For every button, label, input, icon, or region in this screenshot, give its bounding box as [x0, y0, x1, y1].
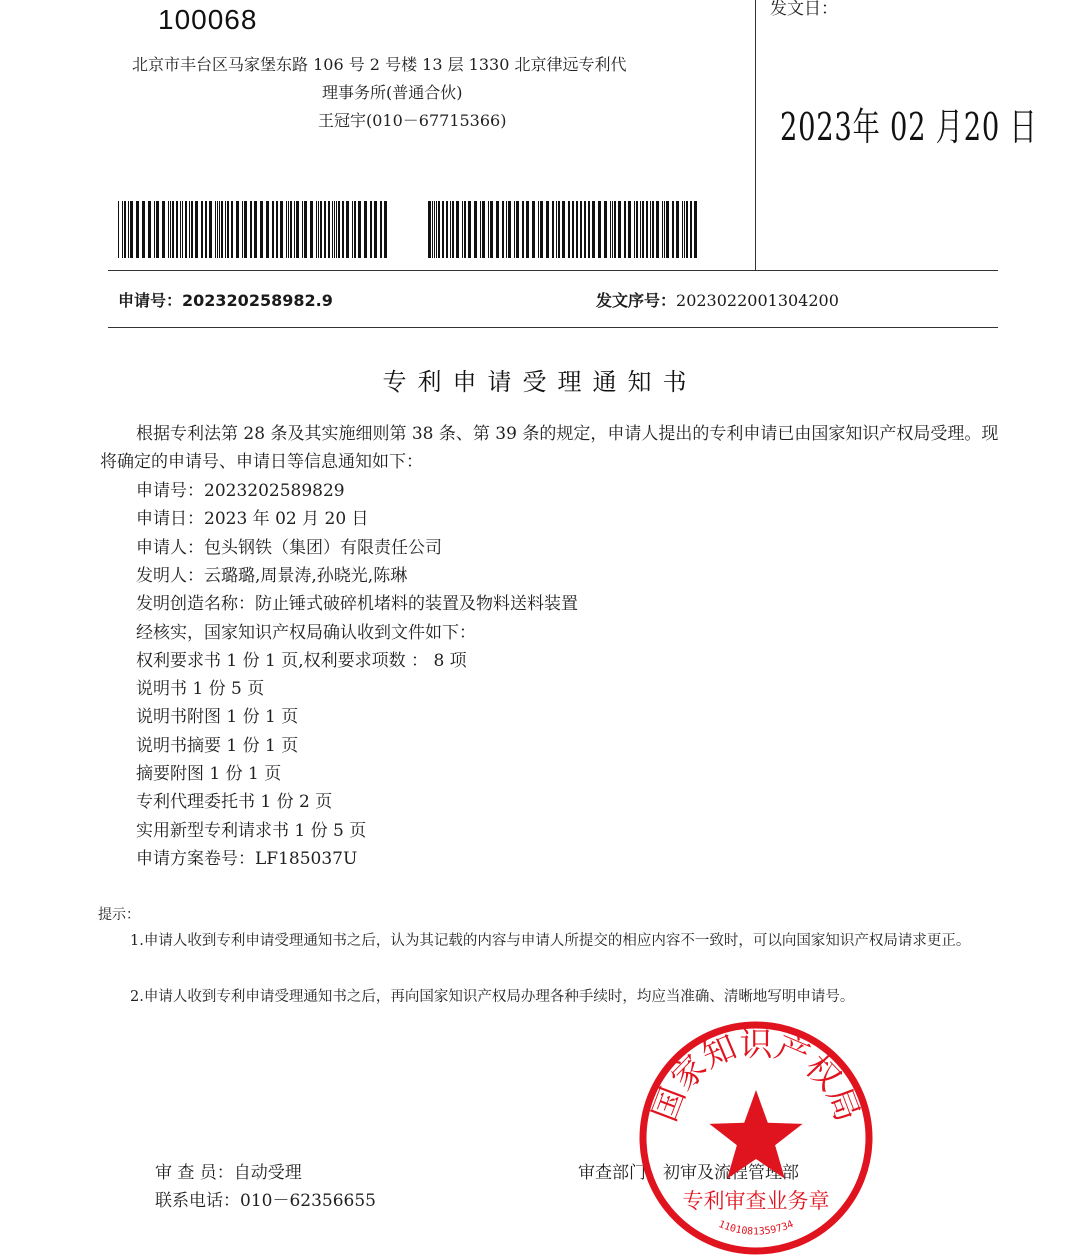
recipient-address-line-2: 理事务所(普通合伙) — [322, 83, 463, 102]
header-divider-vertical — [755, 0, 756, 270]
header-rule-bottom — [108, 327, 998, 328]
issue-date-handwritten: 2023年 02 月20 日 — [780, 105, 1038, 149]
seal-code-text: 1101081359734 — [716, 1218, 796, 1238]
notice-item: 说明书附图 1 份 1 页 — [136, 707, 299, 728]
application-number-value: 202320258982.9 — [182, 291, 333, 310]
notice-item: 权利要求书 1 份 1 页,权利要求项数 ： 8 项 — [136, 650, 467, 671]
notice-item: 申请方案卷号：LF185037U — [136, 848, 358, 869]
serial-number-label: 发文序号： — [596, 291, 677, 310]
department-line: 审查部门：初审及流程管理部 — [578, 1163, 799, 1183]
notice-item: 说明书 1 份 5 页 — [136, 679, 265, 700]
notice-item: 专利代理委托书 1 份 2 页 — [136, 792, 333, 813]
notice-item: 说明书摘要 1 份 1 页 — [136, 735, 299, 756]
document-title: 专利申请受理通知书 — [382, 368, 698, 396]
examiner-line: 审 查 员：自动受理 — [155, 1163, 302, 1183]
serial-number-row — [596, 288, 839, 311]
notice-item: 实用新型专利请求书 1 份 5 页 — [136, 820, 367, 841]
notice-item: 经核实，国家知识产权局确认收到文件如下： — [136, 622, 476, 643]
barcode-left — [118, 201, 390, 258]
intro-paragraph: 根据专利法第 28 条及其实施细则第 38 条、第 39 条的规定，申请人提出的专利申请已由国家知识产权局受理。现将确定的申请号、申请日等信息通知如下： — [100, 424, 999, 472]
recipient-postcode: 100068 — [158, 4, 258, 35]
issue-date-label: 发文日： — [770, 0, 838, 19]
notice-item: 发明创造名称：防止锤式破碎机堵料的装置及物料送料装置 — [136, 594, 578, 615]
star-icon — [709, 1090, 802, 1179]
application-number-label: 申请号： — [118, 291, 183, 310]
barcode-right — [428, 201, 701, 258]
notice-item: 发明人：云璐璐,周景涛,孙晓光,陈琳 — [136, 565, 408, 586]
recipient-contact: 王冠宇(010－67715366) — [318, 111, 507, 130]
note-1: 1.申请人收到专利申请受理通知书之后，认为其记载的内容与申请人所提交的相应内容不一致时，可以向国家知识产权局请求更正。 — [130, 933, 971, 949]
notice-item: 申请日：2023 年 02 月 20 日 — [136, 509, 369, 530]
seal-bottom-text: 专利审查业务章 — [682, 1189, 830, 1213]
recipient-address-line-1: 北京市丰台区马家堡东路 106 号 2 号楼 13 层 1330 北京律远专利代 — [132, 55, 627, 74]
notice-item: 摘要附图 1 份 1 页 — [136, 764, 282, 784]
note-2: 2.申请人收到专利申请受理通知书之后，再向国家知识产权局办理各种手续时，均应当准确、清晰地写明申请号。 — [130, 989, 855, 1005]
serial-number-value: 2023022001304200 — [676, 291, 839, 310]
header-rule-top — [108, 270, 998, 271]
application-number-row — [118, 288, 333, 311]
contact-phone-line: 联系电话：010－62356655 — [155, 1191, 376, 1211]
notice-item: 申请人：包头钢铁（集团）有限责任公司 — [136, 537, 442, 558]
seal-arc-text: 国家知识产权局 — [644, 1024, 868, 1127]
notes-label: 提示： — [98, 907, 140, 923]
official-seal — [636, 1018, 876, 1258]
notice-item: 申请号：2023202589829 — [136, 481, 345, 501]
